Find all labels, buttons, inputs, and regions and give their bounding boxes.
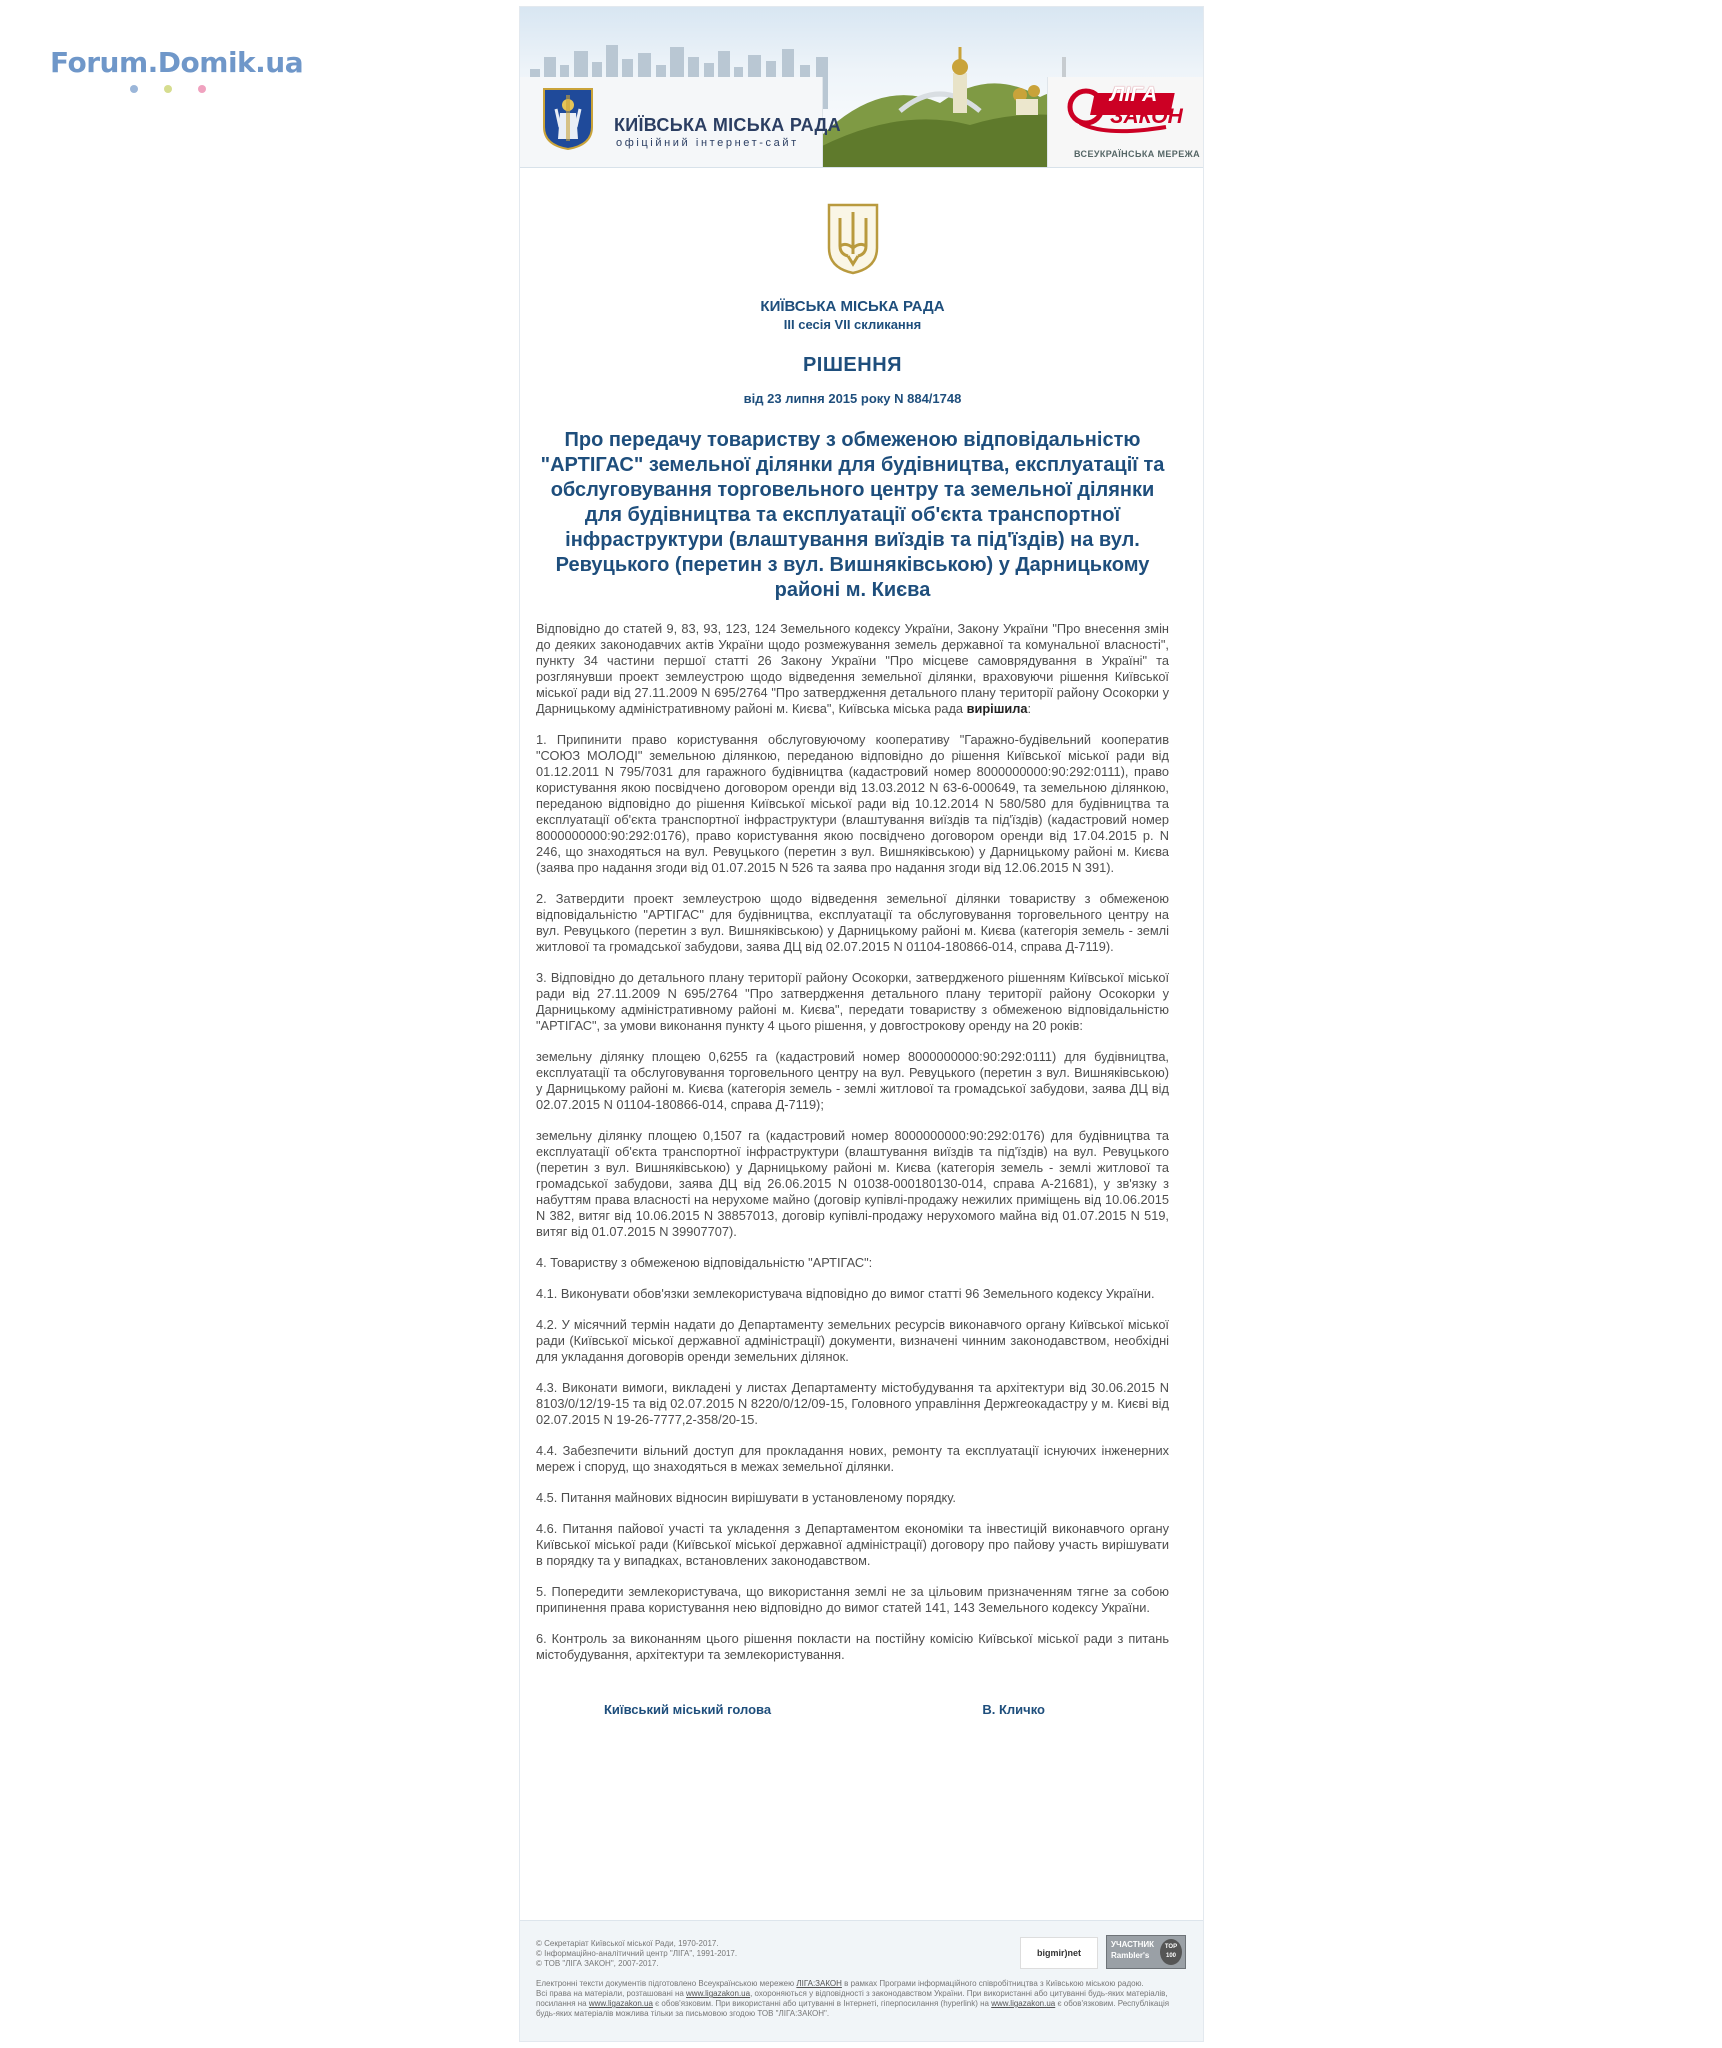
paragraph-4-6: 4.6. Питання пайової участі та укладення з Департаментом економіки та інвестицій виконавчого органу Київської міської ради (Київської міської державної адміністрації) договору про пайову участь вирішувати в порядку та у випадках, встановлених законодавством.	[536, 1521, 1169, 1568]
signature-title: Київський міський голова	[604, 1702, 772, 1717]
watermark-dot	[198, 85, 206, 93]
site-banner	[520, 7, 1203, 168]
bigmir-label: bigmir)net	[1037, 1948, 1081, 1958]
copyright-line: © ТОВ "ЛІГА ЗАКОН", 2007-2017.	[536, 1959, 659, 1968]
paragraph-4-4: 4.4. Забезпечити вільний доступ для прокладання нових, ремонту та експлуатації існуючих інженерних мереж і споруд, що знаходяться в межах земельної ділянки.	[536, 1443, 1169, 1474]
liga-name-part-1: ЛІГА	[1110, 83, 1158, 106]
paragraph-4-1: 4.1. Виконувати обов'язки землекористувача відповідно до вимог статті 96 Земельного кодексу України.	[536, 1286, 1155, 1301]
watermark-dot	[164, 85, 172, 93]
paragraph-4-2: 4.2. У місячний термін надати до Департаменту земельних ресурсів виконавчого органу Київської міської ради (Київської міської державної адміністрації) документи, визначені чинним законодавством, необхідні для укладання договорів оренди земельних ділянок.	[536, 1317, 1169, 1364]
ligazakon-link[interactable]: www.ligazakon.ua	[991, 1999, 1056, 2008]
kmr-title: КИЇВСЬКА МІСЬКА РАДА	[614, 115, 841, 135]
legal-note	[536, 1979, 1186, 2019]
paragraph-4-3: 4.3. Виконати вимоги, викладені у листах Департаменту містобудування та архітектури від 30.06.2015 N 8103/0/12/19-15 та від 02.07.2015 N 8220/0/12/09-15, Головного управління Держгеокадастру у м. Києві від 02.07.2015 N 19-26-7777,2-358/20-15.	[536, 1380, 1169, 1427]
copyright-block	[536, 1939, 737, 1969]
copyright-line: © Секретаріат Київської міської Ради, 1970-2017.	[536, 1939, 719, 1948]
preamble-text: Відповідно до статей 9, 83, 93, 123, 124 Земельного кодексу України, Закону України "Про внесення змін до деяких законодавчих актів України щодо розмежування земель державної та комунальної власності", пункту 34 частини першої статті 26 Закону України "Про місцеве самоврядування в Україні" та розглянувши проект землеустрою щодо відведення земельної ділянки, враховуючи рішення Київської міської ради від 27.11.2009 N 695/2764 "Про затвердження детального плану території району Осокорки у Дарницькому адміністративному районі м. Києва", Київська міська рада	[536, 621, 1169, 716]
decision-date-number: від 23 липня 2015 року N 884/1748	[743, 391, 962, 406]
rambler-line-1: УЧАСТНИК	[1111, 1940, 1155, 1949]
paragraph-2: 2. Затвердити проект землеустрою щодо відведення земельної ділянки товариству з обмеженою відповідальністю "АРТІГАС" для будівництва, експлуатації та обслуговування торговельного центру на вул. Ревуцького (перетин з вул. Вишняківською) у Дарницькому районі м. Києва (категорія земель - землі житлової та громадської забудови, заява ДЦ від 02.07.2015 N 01104-180866-014, справа Д-7119).	[536, 891, 1169, 954]
paragraph-3-plot-2: земельну ділянку площею 0,1507 га (кадастровий номер 8000000000:90:292:0176) для будівництва та експлуатації об'єкта транспортної інфраструктури (влаштування виїздів та під'їздів) на вул. Ревуцького (перетин з вул. Вишняківською) у Дарницькому районі м. Києва (категорія земель - землі житлової та громадської забудови, заява ДЦ від 26.06.2015 N 01038-000180130-014, справа А-21681), у зв'язку з набуттям права власності на нерухоме майно (договір купівлі-продажу нежилих приміщень від 10.06.2015 N 382, витяг від 10.06.2015 N 38857013, договір купівлі-продажу нерухомого майна від 01.07.2015 N 519, витяг від 01.07.2015 N 39907707).	[536, 1128, 1169, 1239]
signature-block	[536, 1678, 1169, 1717]
document-header	[536, 202, 1169, 406]
paragraph-6: 6. Контроль за виконанням цього рішення покласти на постійну комісію Київської міської ради з питань містобудування, архітектури та землекористування.	[536, 1631, 1169, 1662]
watermark-dot	[130, 85, 138, 93]
top100-icon: TOP 100	[1160, 1939, 1182, 1965]
bigmir-counter-badge[interactable]	[1020, 1937, 1098, 1969]
rambler-top100-badge[interactable]	[1106, 1935, 1186, 1969]
document-page	[519, 6, 1204, 2042]
ligazakon-link[interactable]: www.ligazakon.ua	[588, 1999, 653, 2008]
kmr-logo-block[interactable]	[520, 77, 841, 167]
signature-name: В. Кличко	[982, 1702, 1045, 1717]
liga-subtitle: ВСЕУКРАЇНСЬКА МЕРЕЖА	[1074, 149, 1201, 159]
copyright-line: © Інформаційно-аналітичний центр "ЛІГА", 1991-2017.	[536, 1949, 738, 1958]
page-footer	[520, 1920, 1203, 2041]
paragraph-4-5: 4.5. Питання майнових відносин вирішувати в установленому порядку.	[536, 1490, 956, 1505]
watermark-text: Forum.Domik.ua	[50, 46, 304, 79]
paragraph-3-plot-1: земельну ділянку площею 0,6255 га (кадастровий номер 8000000000:90:292:0111) для будівництва, експлуатації та обслуговування торговельного центру на вул. Ревуцького (перетин з вул. Вишняківською) у Дарницькому районі м. Києва (категорія земель - землі житлової та громадської забудови, заява ДЦ від 02.07.2015 N 01104-180866-014, справа Д-7119);	[536, 1049, 1169, 1112]
preamble-bold: вирішила	[966, 701, 1028, 716]
paragraph-3: 3. Відповідно до детального плану території району Осокорки, затвердженого рішенням Київської міської ради від 27.11.2009 N 695/2764 "Про затвердження детального плану території району Осокорки у Дарницькому адміністративному районі м. Києва", передати товариству з обмеженою відповідальністю "АРТІГАС", за умови виконання пункту 4 цього рішення, у довгострокову оренду на 20 років:	[536, 970, 1169, 1033]
forum-watermark	[50, 46, 303, 93]
rambler-line-2: Rambler's	[1111, 1951, 1150, 1960]
note-text: є обов'язковим. Республікація будь-яких матеріалів можлива тільки за письмовою згодою ТОВ "ЛІГА:ЗАКОН".	[536, 1999, 1170, 2018]
decision-heading: РІШЕННЯ	[802, 354, 903, 376]
note-text: , охороняються у відповідності з законодавством України. При використанні або цитуванні будь-яких матеріалів, посилання на	[536, 1989, 1168, 2008]
paragraph-1: 1. Припинити право користування обслуговуючому кооперативу "Гаражно-будівельний кооператив "СОЮЗ МОЛОДІ" земельною ділянкою, переданою відповідно до рішення Київської міської ради від 01.12.2011 N 795/7031 для гаражного будівництва (кадастровий номер 8000000000:90:292:0111), право користування якою посвідчено договором оренди від 13.03.2012 N 63-6-000649, та земельною ділянкою, переданою відповідно до рішення Київської міської ради від 10.12.2014 N 580/580 для будівництва та експлуатації об'єкта транспортної інфраструктури (влаштування виїздів та під'їздів) (кадастровий номер 8000000000:90:292:0176), право користування якою посвідчено договором оренди від 17.04.2015 р. N 246, що знаходяться на вул. Ревуцького (перетин з вул. Вишняківською) у Дарницькому районі м. Києва (заява про надання згоди від 01.07.2015 N 526 та заява про надання згоди від 12.06.2015 N 391).	[536, 732, 1169, 875]
watermark-dots	[130, 85, 303, 93]
note-text: є обов'язковим. При використанні або цитуванні в Інтернеті, гіперпосилання (hyperlink) на	[652, 1999, 992, 2008]
session-line: ІІІ сесія VII скликання	[783, 317, 922, 332]
decision-subject: Про передачу товариству з обмеженою відповідальністю "АРТІГАС" земельної ділянки для будівництва, експлуатації та обслуговування торговельного центру та земельної ділянки для будівництва та експлуатації об'єкта транспортної інфраструктури (влаштування виїздів та під'їздів) на вул. Ревуцького (перетин з вул. Вишняківською) у Дарницькому районі м. Києва	[540, 429, 1165, 601]
kyiv-coat-of-arms-icon	[542, 87, 594, 151]
paragraph-4: 4. Товариству з обмеженою відповідальністю "АРТІГАС":	[536, 1255, 873, 1270]
ligazakon-link[interactable]: www.ligazakon.ua	[686, 1989, 751, 1998]
liga-zakon-logo-block[interactable]	[1047, 77, 1203, 167]
kmr-subtitle: офіційний інтернет-сайт	[616, 137, 799, 149]
council-title: КИЇВСЬКА МІСЬКА РАДА	[760, 298, 945, 315]
preamble	[536, 621, 1169, 717]
paragraph-5: 5. Попередити землекористувача, що використання землі не за цільовим призначенням тягне за собою припинення права користування нею відповідно до вимог статей 141, 143 Земельного кодексу України.	[536, 1584, 1169, 1615]
note-text: Всі права на матеріали, розташовані на	[536, 1989, 687, 1998]
document-body	[520, 168, 1203, 1717]
note-text: Електронні тексти документів підготовлено Всеукраїнською мережею	[536, 1979, 797, 1988]
ukraine-trident-icon	[826, 202, 880, 276]
liga-name-part-2: ЗАКОН	[1110, 105, 1183, 128]
preamble-end: :	[1027, 701, 1032, 716]
note-text: в рамках Програми інформаційного співробітництва з Київською міською радою.	[841, 1979, 1144, 1988]
liga-zakon-link[interactable]: ЛІГА:ЗАКОН	[796, 1979, 842, 1988]
